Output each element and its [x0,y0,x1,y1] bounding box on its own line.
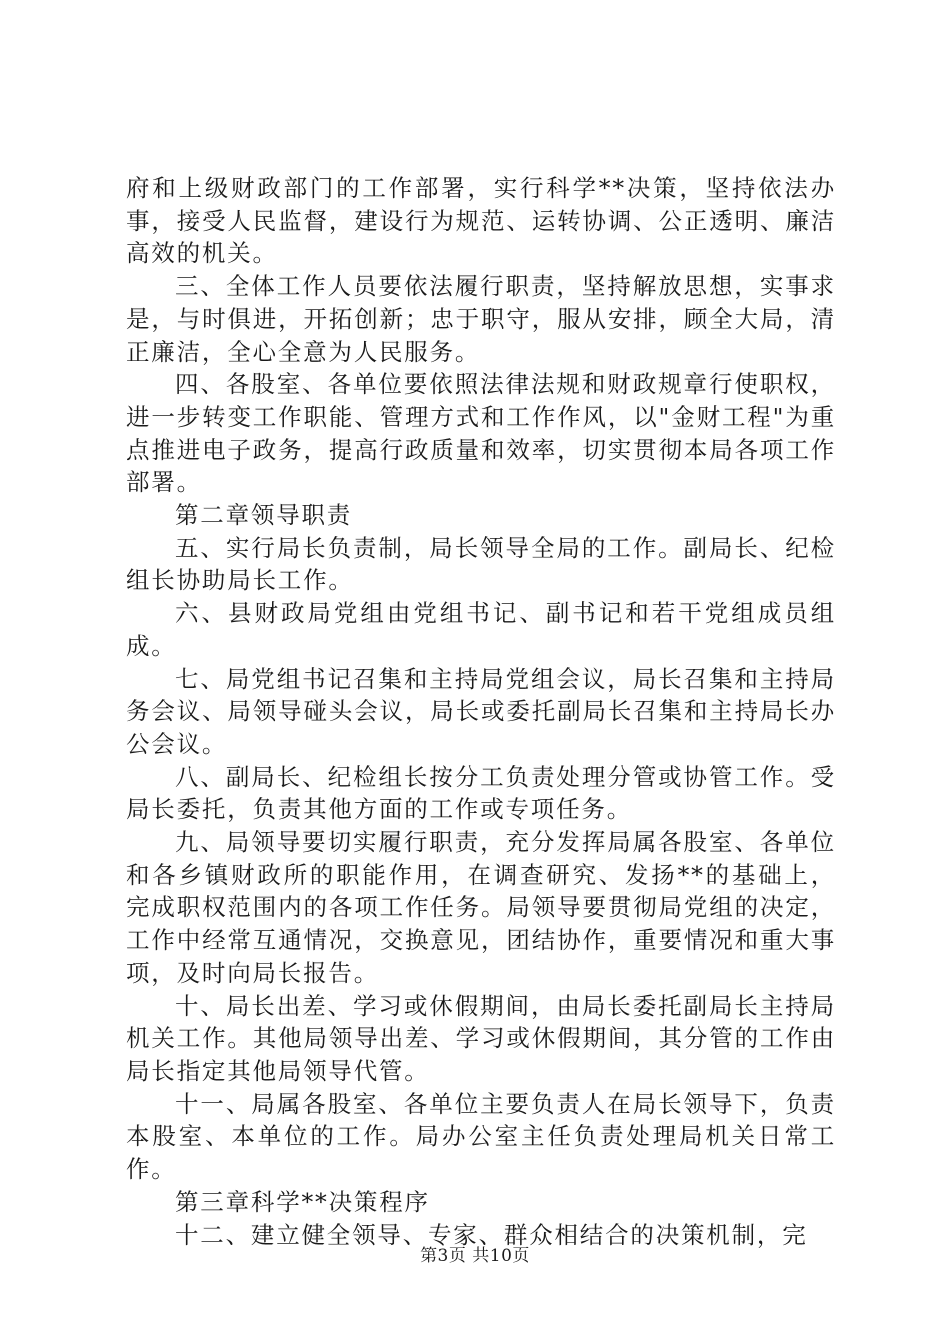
paragraph-continuation: 府和上级财政部门的工作部署，实行科学**决策，坚持依法办事，接受人民监督，建设行为规范、运转协调、公正透明、廉洁高效的机关。 [126,174,836,268]
paragraph-article-12: 十二、建立健全领导、专家、群众相结合的决策机制，完 [175,1220,808,1249]
paragraph-article-3: 三、全体工作人员要依法履行职责，坚持解放思想，实事求是，与时俱进，开拓创新；忠于职守，服从安排，顾全大局，清正廉洁，全心全意为人民服务。 [126,272,836,366]
document-body [126,172,836,1251]
paragraph-article-5: 五、实行局长负责制，局长领导全局的工作。副局长、纪检组长协助局长工作。 [126,533,836,595]
chapter-heading-2: 第二章领导职责 [175,501,353,530]
paragraph-article-8: 八、副局长、纪检组长按分工负责处理分管或协管工作。受局长委托，负责其他方面的工作或专项任务。 [126,762,836,824]
paragraph-article-7: 七、局党组书记召集和主持局党组会议，局长召集和主持局务会议、局领导碰头会议，局长或委托副局长召集和主持局长办公会议。 [126,664,836,758]
paragraph-article-9: 九、局领导要切实履行职责，充分发挥局属各股室、各单位和各乡镇财政所的职能作用，在调查研究、发扬**的基础上，完成职权范围内的各项工作任务。局领导要贯彻局党组的决定，工作中经常互通情况，交换意见，团结协作，重要情况和重大事项，及时向局长报告。 [126,828,836,987]
paragraph-article-4: 四、各股室、各单位要依照法律法规和财政规章行使职权，进一步转变工作职能、管理方式和工作作风，以"金财工程"为重点推进电子政务，提高行政质量和效率，切实贯彻本局各项工作部署。 [126,370,836,497]
paragraph-article-10: 十、局长出差、学习或休假期间，由局长委托副局长主持局机关工作。其他局领导出差、学习或休假期间，其分管的工作由局长指定其他局领导代管。 [126,991,836,1085]
paragraph-article-11: 十一、局属各股室、各单位主要负责人在局长领导下，负责本股室、本单位的工作。局办公室主任负责处理局机关日常工作。 [126,1089,836,1184]
paragraph-article-6: 六、县财政局党组由党组书记、副书记和若干党组成员组成。 [126,599,836,660]
page-number-footer: 第3页 共10页 [420,1246,530,1266]
chapter-heading-3: 第三章科学**决策程序 [175,1187,430,1216]
